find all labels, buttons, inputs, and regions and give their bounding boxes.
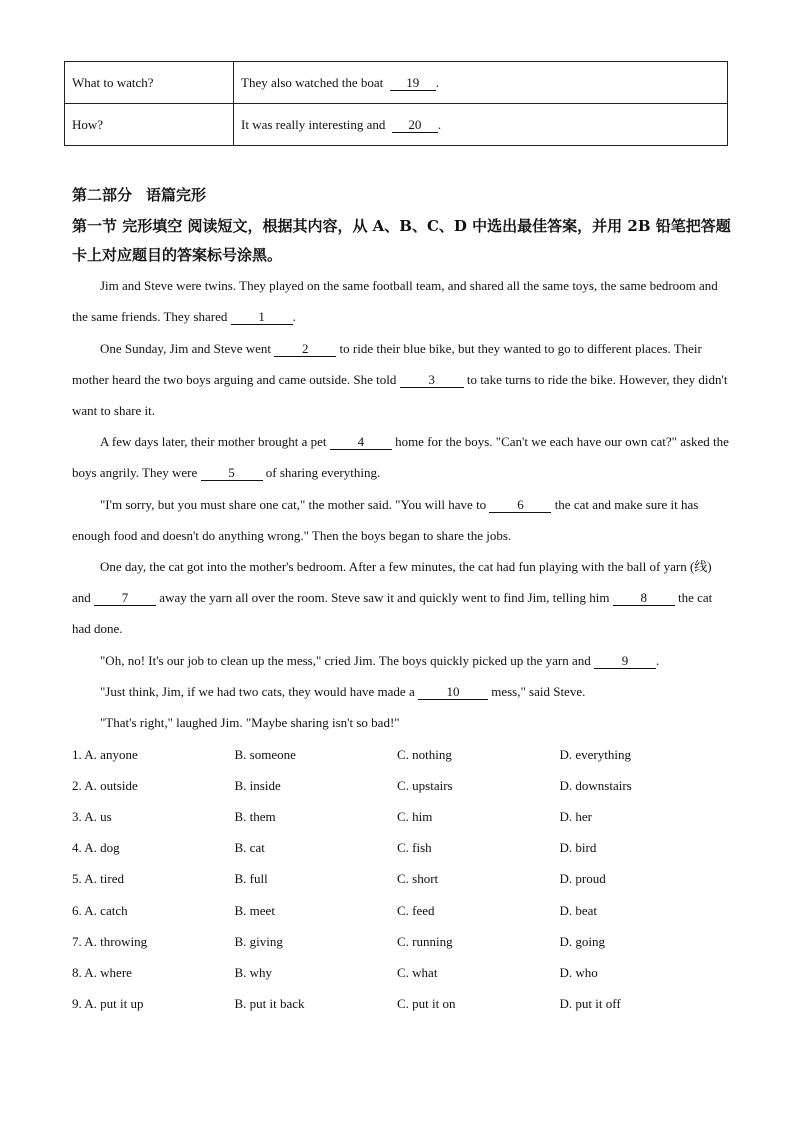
passage-paragraph-3 <box>72 426 732 488</box>
row-text: It was really interesting and <box>241 116 386 132</box>
option-row <box>72 739 732 770</box>
option-a: 8. A. where <box>72 964 132 980</box>
blank-9: 9 <box>594 654 656 669</box>
passage-text: to take turns to ride the bike. However, they didn't want to share it. <box>72 372 728 418</box>
options-list <box>72 739 732 1020</box>
option-d: D. put it off <box>559 996 621 1012</box>
option-d: D. beat <box>559 902 598 918</box>
option-d: D. going <box>559 933 605 949</box>
table-row <box>65 104 728 146</box>
row-label: How? <box>65 104 234 146</box>
row-end: . <box>437 116 442 132</box>
passage-text: "Just think, Jim, if we had two cats, they would have made a <box>100 684 418 699</box>
option-c: C. what <box>397 964 438 980</box>
option-c: C. him <box>397 808 433 824</box>
option-a: 3. A. us <box>72 808 112 824</box>
option-row <box>72 957 732 988</box>
option-b: B. meet <box>234 902 275 918</box>
passage-paragraph-5 <box>72 551 732 644</box>
blank-2: 2 <box>274 342 336 357</box>
passage-paragraph-7 <box>72 676 732 707</box>
passage-text: "That's right," laughed Jim. "Maybe sharing isn't so bad!" <box>100 715 400 730</box>
option-a: 4. A. dog <box>72 840 120 856</box>
passage-text: "I'm sorry, but you must share one cat," the mother said. "You will have to <box>100 497 490 512</box>
option-row <box>72 864 732 895</box>
blank-1: 1 <box>231 310 293 325</box>
option-row <box>72 770 732 801</box>
blank-7: 7 <box>94 591 156 606</box>
option-row <box>72 895 732 926</box>
option-d: D. everything <box>559 746 631 762</box>
option-a: 9. A. put it up <box>72 996 144 1012</box>
blank-20: 20 <box>392 118 438 133</box>
blank-4: 4 <box>330 435 392 450</box>
passage-paragraph-1 <box>72 270 732 332</box>
option-d: D. bird <box>559 840 597 856</box>
passage-paragraph-8 <box>72 707 732 738</box>
passage-text: of sharing everything. <box>262 465 381 480</box>
option-b: B. inside <box>234 777 281 793</box>
row-end: . <box>435 74 439 90</box>
passage-text: the cat had done. <box>72 590 713 636</box>
option-c: C. put it on <box>397 996 456 1012</box>
row-content <box>234 62 728 104</box>
passage-text: . <box>655 653 660 668</box>
passage-text: One day, the cat got into the mother's bedroom. After a few minutes, the cat had fun playing with the ball of yarn (线) and <box>72 559 712 605</box>
option-a: 2. A. outside <box>72 777 138 793</box>
info-table <box>64 61 728 146</box>
option-c: C. nothing <box>397 746 452 762</box>
passage-text: . <box>292 309 296 324</box>
passage-paragraph-4 <box>72 489 732 551</box>
option-row <box>72 801 732 832</box>
passage-text: Jim and Steve were twins. They played on the same football team, and shared all the same toys, the same bedroom and the same friends. They shared <box>72 278 718 324</box>
option-a: 6. A. catch <box>72 902 128 918</box>
option-b: B. why <box>234 964 273 980</box>
option-row <box>72 989 732 1020</box>
blank-19: 19 <box>390 76 436 91</box>
option-b: B. them <box>234 808 276 824</box>
row-text: They also watched the boat <box>241 74 384 90</box>
option-d: D. downstairs <box>559 777 632 793</box>
passage-text: the cat and make sure it has enough food and doesn't do anything wrong." Then the boys began to share the jobs. <box>72 497 699 543</box>
passage-paragraph-6 <box>72 645 732 676</box>
option-row <box>72 833 732 864</box>
option-b: B. giving <box>234 933 283 949</box>
blank-8: 8 <box>613 591 675 606</box>
passage-text: away the yarn all over the room. Steve saw it and quickly went to find Jim, telling him <box>156 590 613 605</box>
option-b: B. cat <box>234 840 265 856</box>
table-row <box>65 62 728 104</box>
option-a: 7. A. throwing <box>72 933 148 949</box>
option-c: C. running <box>397 933 453 949</box>
section-instruction: 第一节 完形填空 阅读短文，根据其内容，从 A、B、C、D 中选出最佳答案，并用 2B 铅笔把答题卡上对应题目的答案标号涂黑。 <box>72 217 731 264</box>
option-b: B. put it back <box>234 996 305 1012</box>
option-d: D. proud <box>559 871 606 887</box>
passage-paragraph-2 <box>72 333 732 426</box>
blank-6: 6 <box>489 498 551 513</box>
option-row <box>72 926 732 957</box>
passage-text: "Oh, no! It's our job to clean up the mess," cried Jim. The boys quickly picked up the yarn and <box>100 653 594 668</box>
row-label: What to watch? <box>65 62 234 104</box>
option-b: B. someone <box>234 746 296 762</box>
option-a: 1. A. anyone <box>72 746 138 762</box>
option-a: 5. A. tired <box>72 871 124 887</box>
passage-text: home for the boys. "Can't we each have our own cat?" asked the boys angrily. They were <box>72 434 729 480</box>
passage-text: mess," said Steve. <box>487 684 586 699</box>
option-c: C. fish <box>397 840 432 856</box>
section-title <box>72 184 206 205</box>
option-d: D. who <box>559 964 598 980</box>
option-c: C. short <box>397 871 439 887</box>
blank-10: 10 <box>418 685 488 700</box>
passage-text: A few days later, their mother brought a pet <box>100 434 330 449</box>
row-content <box>234 104 728 146</box>
blank-3: 3 <box>400 373 464 388</box>
passage-text: to ride their blue bike, but they wanted to go to different places. Their mother heard the two boys arguing and came outside. She told <box>72 341 702 387</box>
option-d: D. her <box>559 808 592 824</box>
option-c: C. feed <box>397 902 435 918</box>
passage-text: One Sunday, Jim and Steve went <box>100 341 275 356</box>
section-name: 语篇完形 <box>146 186 207 204</box>
option-c: C. upstairs <box>397 777 453 793</box>
blank-5: 5 <box>201 466 263 481</box>
option-b: B. full <box>234 871 268 887</box>
section-part: 第二部分 <box>72 186 133 204</box>
